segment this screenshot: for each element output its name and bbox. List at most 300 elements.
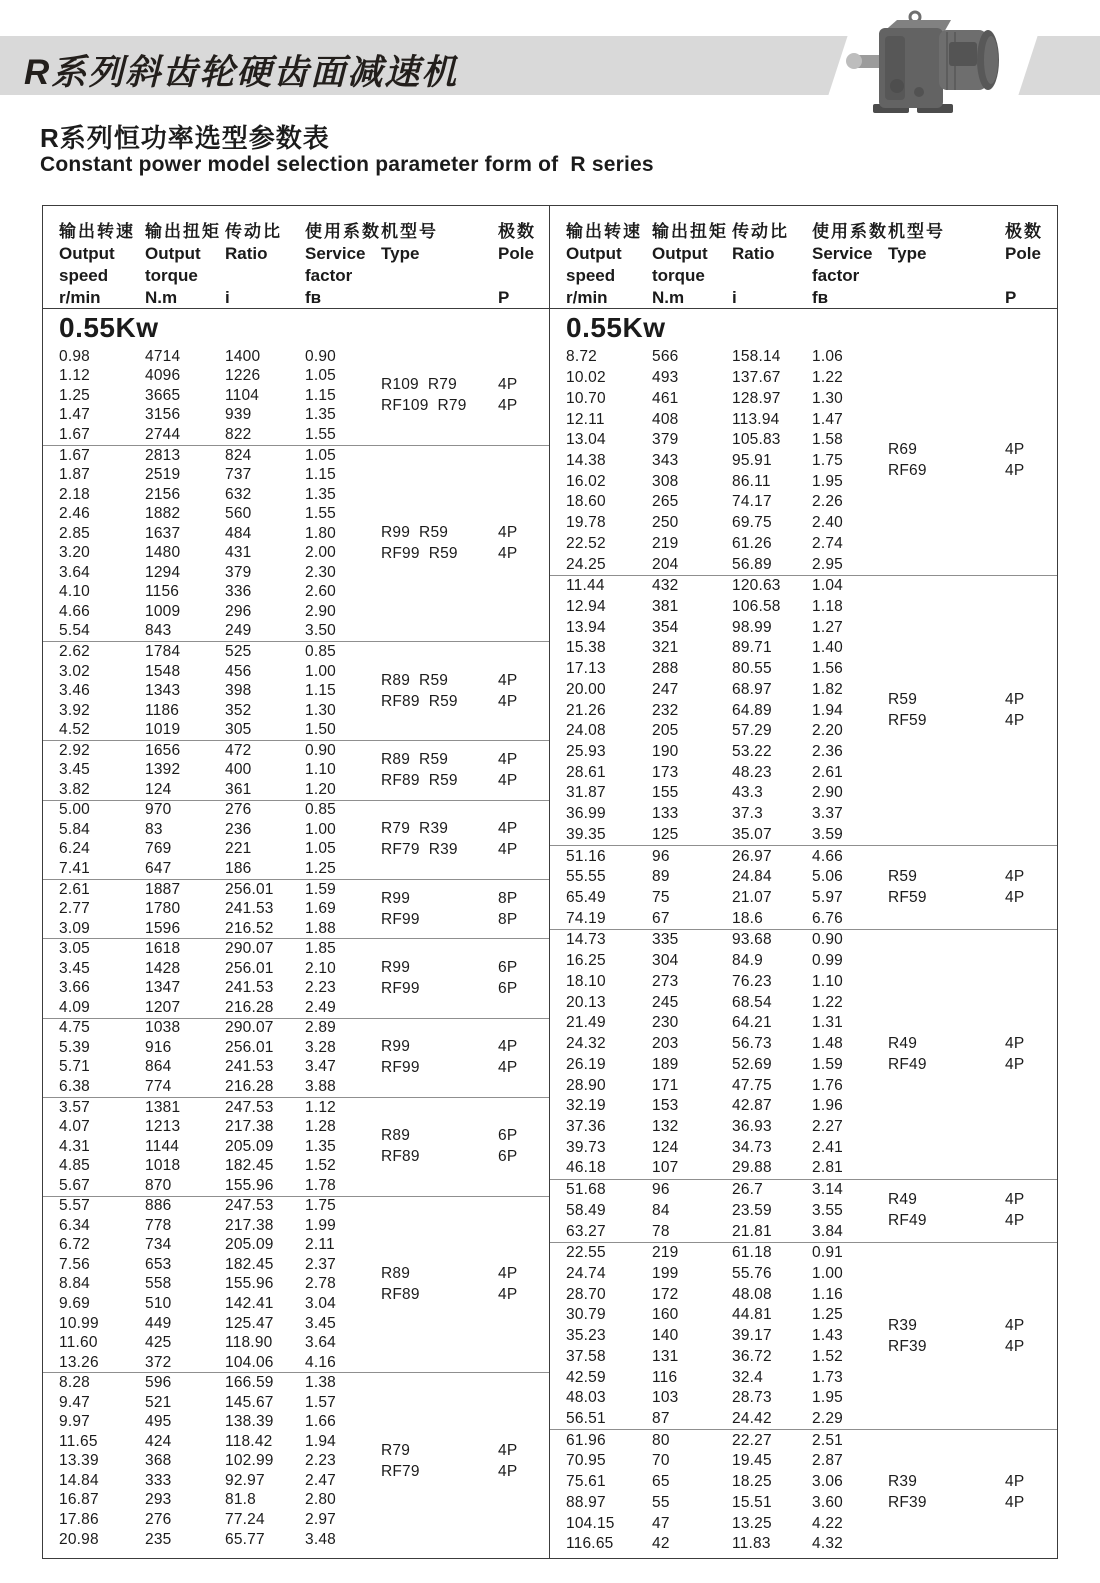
type-label: RF99 R59 <box>381 544 458 562</box>
data-cell: 92.97 <box>225 1471 265 1489</box>
data-cell: 35.07 <box>732 825 772 843</box>
data-cell: 431 <box>225 544 252 562</box>
group-labels <box>888 347 1057 575</box>
data-cell: 1.10 <box>305 761 336 779</box>
data-cell: 104.06 <box>225 1353 274 1371</box>
data-cell: 43.3 <box>732 784 763 802</box>
group-label-line <box>381 959 549 977</box>
data-cell: 74.17 <box>732 493 772 511</box>
pole-label: 4P <box>498 1462 518 1480</box>
table-row <box>59 820 381 840</box>
pole-label: 4P <box>498 1264 518 1282</box>
data-cell: 4.66 <box>59 602 90 620</box>
data-cell: 186 <box>225 859 252 877</box>
data-cell: 2.74 <box>812 534 843 552</box>
data-cell: 2.92 <box>59 741 90 759</box>
pole-label: 6P <box>498 959 518 976</box>
table-column-right <box>550 206 1057 1558</box>
table-row <box>566 430 888 451</box>
table-row <box>566 1054 888 1075</box>
table-row <box>59 602 381 622</box>
data-cell: 558 <box>145 1275 172 1293</box>
data-cell: 48.03 <box>566 1389 606 1407</box>
data-cell: 408 <box>652 410 679 428</box>
data-cell: 3.50 <box>305 622 336 640</box>
data-cell: 343 <box>652 451 679 469</box>
group-label-line <box>381 376 549 394</box>
data-cell: 247.53 <box>225 1197 274 1215</box>
data-cell: 173 <box>652 763 679 781</box>
data-cell: 18.60 <box>566 493 606 511</box>
data-cell: 20.13 <box>566 993 606 1011</box>
data-cell: 247.53 <box>225 1098 274 1116</box>
header-label-en <box>732 265 812 287</box>
data-cell: 3.57 <box>59 1098 90 1116</box>
data-cell: 1400 <box>225 347 261 365</box>
data-cell: 106.58 <box>732 597 781 615</box>
header-label-zh: 传动比 <box>225 222 282 241</box>
table-row <box>566 1200 888 1221</box>
table-header-right <box>550 206 1057 309</box>
data-cell: 0.85 <box>305 801 336 819</box>
data-cell: 9.69 <box>59 1295 90 1313</box>
data-cell: 916 <box>145 1038 172 1056</box>
data-cell: 1.15 <box>305 386 336 404</box>
data-cell: 75 <box>652 889 670 907</box>
type-label: R89 R59 <box>381 750 449 768</box>
type-label: RF79 R39 <box>381 841 458 859</box>
data-cell: 1213 <box>145 1118 181 1136</box>
data-cell: 24.32 <box>566 1035 606 1053</box>
type-label: R49 <box>888 1191 918 1209</box>
table-row <box>566 659 888 680</box>
group-labels <box>888 930 1057 1179</box>
type-label: RF89 <box>381 1285 420 1303</box>
table-group <box>43 880 549 940</box>
type-label: RF89 R59 <box>381 692 458 710</box>
data-cell: 2.20 <box>812 722 843 740</box>
data-cell: 120.63 <box>732 577 781 595</box>
header-label-zh: 输出转速 <box>59 222 135 241</box>
table-group <box>550 1430 1057 1554</box>
data-cell: 372 <box>145 1353 172 1371</box>
data-cell: 221 <box>225 840 252 858</box>
data-cell: 424 <box>145 1432 172 1450</box>
group-labels <box>381 1373 549 1549</box>
data-cell: 1.87 <box>59 466 90 484</box>
pole-label: 4P <box>1005 889 1025 907</box>
data-cell: 2.30 <box>305 563 336 581</box>
header-cell <box>225 221 305 309</box>
header-label-en: Service <box>812 244 873 263</box>
table-row <box>59 543 381 563</box>
group-label-line <box>381 397 549 415</box>
group-labels <box>888 1180 1057 1242</box>
data-cell: 48.23 <box>732 763 772 781</box>
data-cell: 5.57 <box>59 1197 90 1215</box>
data-cell: 3.09 <box>59 919 90 937</box>
data-cell: 14.84 <box>59 1471 99 1489</box>
header-label-zh: 输出扭矩 <box>652 222 728 241</box>
data-cell: 80.55 <box>732 660 772 678</box>
data-cell: 1784 <box>145 642 181 660</box>
type-label: R39 <box>888 1473 918 1491</box>
data-cell: 11.83 <box>732 1535 771 1553</box>
header-cell <box>145 221 225 309</box>
data-cell: 113.94 <box>732 410 780 428</box>
type-label: R69 <box>888 441 918 459</box>
pole-label: 4P <box>1005 1337 1025 1355</box>
data-cell: 67 <box>652 909 670 927</box>
group-label-line <box>888 1494 1057 1512</box>
data-cell: 3.84 <box>812 1222 843 1240</box>
data-cell: 1.30 <box>812 389 843 407</box>
data-cell: 1.69 <box>305 900 336 918</box>
group-label-line <box>888 1473 1057 1491</box>
data-cell: 2.51 <box>812 1431 843 1449</box>
data-cell: 31.87 <box>566 784 606 802</box>
data-cell: 2.89 <box>305 1019 336 1037</box>
data-cell: 21.49 <box>566 1014 606 1032</box>
data-cell: 32.4 <box>732 1368 763 1386</box>
data-cell: 39.35 <box>566 825 606 843</box>
data-cell: 2.78 <box>305 1275 336 1293</box>
data-cell: 155.96 <box>225 1176 274 1194</box>
table-row <box>59 859 381 879</box>
data-cell: 138.39 <box>225 1413 274 1431</box>
group-label-line <box>381 1265 549 1283</box>
table-column-left <box>43 206 550 1558</box>
table-row <box>59 1471 381 1491</box>
data-cell: 0.85 <box>305 642 336 660</box>
pole-label: 4P <box>1005 1212 1025 1230</box>
group-label-line <box>381 890 549 908</box>
data-cell: 172 <box>652 1285 679 1303</box>
table-row <box>59 1058 381 1078</box>
data-cell: 3.28 <box>305 1038 336 1056</box>
group-label-line <box>888 712 1057 730</box>
table-row <box>566 368 888 389</box>
table-row <box>59 386 381 406</box>
header-label-zh: 输出转速 <box>566 222 642 241</box>
group-labels <box>381 939 549 1017</box>
header-label-en <box>888 287 1005 309</box>
table-row <box>59 642 381 662</box>
table-group <box>43 1373 549 1549</box>
group-rows <box>59 1197 381 1373</box>
type-label: RF99 <box>381 980 420 997</box>
data-cell: 21.26 <box>566 701 606 719</box>
data-cell: 88.97 <box>566 1493 606 1511</box>
data-cell: 1226 <box>225 367 261 385</box>
data-cell: 1.25 <box>812 1306 843 1324</box>
header-label-en: Pole <box>498 244 534 263</box>
group-rows <box>566 1243 888 1429</box>
data-cell: 47.75 <box>732 1076 772 1094</box>
data-cell: 560 <box>225 505 252 523</box>
group-labels <box>381 1197 549 1373</box>
table-row <box>566 742 888 763</box>
data-cell: 290.07 <box>225 1019 274 1037</box>
data-cell: 52.69 <box>732 1055 772 1073</box>
data-cell: 1.56 <box>812 660 843 678</box>
data-cell: 4.16 <box>305 1353 336 1371</box>
data-cell: 4.52 <box>59 721 90 739</box>
table-row <box>566 1075 888 1096</box>
data-cell: 1.15 <box>305 682 336 700</box>
header-label-en: Pole <box>1005 244 1041 263</box>
group-label-line <box>381 751 549 769</box>
table-row <box>59 801 381 821</box>
header-label-en <box>1005 265 1057 287</box>
data-cell: 70 <box>652 1452 670 1470</box>
table-row <box>566 576 888 597</box>
data-cell: 65.77 <box>225 1530 265 1548</box>
data-cell: 3.55 <box>812 1201 843 1219</box>
header-label-en: N.m <box>145 288 178 307</box>
data-cell: 13.04 <box>566 431 606 449</box>
data-cell: 205.09 <box>225 1137 274 1155</box>
pole-label: 4P <box>1005 1494 1025 1512</box>
table-row <box>566 1284 888 1305</box>
group-label-line <box>381 1463 549 1481</box>
data-cell: 1392 <box>145 761 181 779</box>
data-cell: 398 <box>225 682 252 700</box>
table-groups-left <box>43 347 549 1558</box>
type-label: R89 <box>381 1264 411 1282</box>
table-row <box>566 992 888 1013</box>
data-cell: 2744 <box>145 425 181 443</box>
data-cell: 843 <box>145 622 172 640</box>
data-cell: 217.38 <box>225 1216 274 1234</box>
data-cell: 64.89 <box>732 701 772 719</box>
data-cell: 36.99 <box>566 805 606 823</box>
data-cell: 6.24 <box>59 840 90 858</box>
data-cell: 15.38 <box>566 639 606 657</box>
data-cell: 70.95 <box>566 1452 606 1470</box>
data-cell: 6.34 <box>59 1216 90 1234</box>
data-cell: 1656 <box>145 741 181 759</box>
header-label-en: i <box>732 288 737 307</box>
data-cell: 647 <box>145 859 172 877</box>
data-cell: 153 <box>652 1097 679 1115</box>
data-cell: 13.39 <box>59 1452 99 1470</box>
data-cell: 0.91 <box>812 1244 843 1262</box>
data-cell: 0.90 <box>812 931 843 949</box>
data-cell: 1.47 <box>59 406 90 424</box>
data-cell: 18.6 <box>732 909 763 927</box>
data-cell: 425 <box>145 1334 172 1352</box>
data-cell: 10.02 <box>566 369 606 387</box>
group-rows <box>59 347 381 445</box>
table-group <box>550 930 1057 1180</box>
type-label: R99 <box>381 889 411 907</box>
header-label-zh: 使用系数 <box>305 222 381 241</box>
table-row <box>566 1347 888 1368</box>
table-row <box>566 1472 888 1493</box>
data-cell: 276 <box>225 801 252 819</box>
group-label-line <box>888 1035 1057 1053</box>
table-row <box>59 959 381 979</box>
data-cell: 1.99 <box>305 1216 336 1234</box>
data-cell: 6.38 <box>59 1078 90 1095</box>
table-row <box>59 880 381 900</box>
pole-label: 4P <box>498 397 518 415</box>
group-labels <box>888 1430 1057 1554</box>
data-cell: 400 <box>225 761 252 779</box>
table-row <box>566 700 888 721</box>
data-cell: 484 <box>225 524 252 542</box>
data-cell: 273 <box>652 972 679 990</box>
data-cell: 1.47 <box>812 410 843 428</box>
data-cell: 1.88 <box>305 919 336 937</box>
data-cell: 3.45 <box>305 1314 336 1332</box>
table-row <box>566 409 888 430</box>
data-cell: 3.14 <box>812 1181 843 1199</box>
data-cell: 1.75 <box>812 451 843 469</box>
table-row <box>566 972 888 993</box>
header-label-zh: 机型号 <box>381 222 438 241</box>
table-row <box>59 583 381 603</box>
type-label: R49 <box>888 1034 918 1052</box>
data-cell: 142.41 <box>225 1295 274 1313</box>
data-cell: 65.49 <box>566 889 606 907</box>
type-label: RF109 R79 <box>381 397 467 415</box>
group-label-line <box>381 524 549 542</box>
table-row <box>59 1294 381 1314</box>
data-cell: 26.97 <box>732 847 772 865</box>
data-cell: 17.86 <box>59 1511 99 1529</box>
data-cell: 37.36 <box>566 1117 606 1135</box>
data-cell: 37.3 <box>732 805 763 823</box>
data-cell: 21.81 <box>732 1222 772 1240</box>
type-label: R99 <box>381 959 411 976</box>
data-cell: 57.29 <box>732 722 772 740</box>
type-label: R39 <box>888 1316 918 1334</box>
data-cell: 118.90 <box>225 1334 273 1352</box>
group-labels <box>381 1019 549 1097</box>
pole-label: 8P <box>498 910 518 928</box>
data-cell: 368 <box>145 1452 172 1470</box>
pole-label: 4P <box>498 523 518 541</box>
data-cell: 55.76 <box>732 1264 772 1282</box>
data-cell: 47 <box>652 1514 670 1532</box>
data-cell: 304 <box>652 952 679 970</box>
data-cell: 1887 <box>145 880 181 898</box>
table-row <box>566 1034 888 1055</box>
header-cell <box>305 221 381 309</box>
data-cell: 1038 <box>145 1019 181 1037</box>
group-rows <box>59 801 381 879</box>
data-cell: 1.00 <box>305 662 336 680</box>
data-cell: 3.59 <box>812 825 843 843</box>
header-label-en: Output <box>566 244 622 263</box>
table-row <box>566 1388 888 1409</box>
data-cell: 13.94 <box>566 618 606 636</box>
header-label-en: speed <box>566 266 616 285</box>
table-row <box>59 760 381 780</box>
type-label: R89 R59 <box>381 671 449 689</box>
data-cell: 1.05 <box>305 367 336 385</box>
pole-label: 4P <box>1005 1473 1025 1491</box>
group-rows <box>566 846 888 929</box>
data-cell: 158.14 <box>732 348 781 366</box>
table-group <box>550 576 1057 846</box>
data-cell: 2.27 <box>812 1117 843 1135</box>
type-label: R59 <box>888 691 918 709</box>
table-group <box>43 446 549 642</box>
table-group <box>43 939 549 1018</box>
table-row <box>59 1156 381 1176</box>
data-cell: 37.58 <box>566 1347 606 1365</box>
type-label: RF89 <box>381 1148 420 1166</box>
data-cell: 235 <box>145 1530 172 1548</box>
data-cell: 28.70 <box>566 1285 606 1303</box>
data-cell: 155.96 <box>225 1275 274 1293</box>
table-row <box>566 388 888 409</box>
data-cell: 1.38 <box>305 1374 336 1392</box>
type-label: RF59 <box>888 889 927 907</box>
group-label-line <box>888 1338 1057 1356</box>
table-row <box>566 825 888 846</box>
data-cell: 256.01 <box>225 959 274 977</box>
data-cell: 22.27 <box>732 1431 772 1449</box>
data-cell: 61.26 <box>732 534 772 552</box>
table-row <box>59 1077 381 1097</box>
data-cell: 1.27 <box>812 618 843 636</box>
pole-label: 4P <box>498 671 518 689</box>
data-cell: 2.36 <box>812 743 843 761</box>
data-cell: 1.05 <box>305 446 336 464</box>
data-cell: 166.59 <box>225 1374 274 1392</box>
header-label-en: Ratio <box>225 244 268 263</box>
type-label: RF39 <box>888 1494 927 1512</box>
data-cell: 30.79 <box>566 1306 606 1324</box>
data-cell: 361 <box>225 780 252 798</box>
data-cell: 3.60 <box>812 1493 843 1511</box>
header-label-en <box>498 265 549 287</box>
data-cell: 160 <box>652 1306 679 1324</box>
data-cell: 2.26 <box>812 493 843 511</box>
table-row <box>59 1353 381 1373</box>
data-cell: 77.24 <box>225 1511 265 1529</box>
data-cell: 5.67 <box>59 1176 90 1194</box>
table-row <box>59 720 381 740</box>
data-cell: 1.48 <box>812 1035 843 1053</box>
data-cell: 495 <box>145 1413 172 1431</box>
table-row <box>566 930 888 951</box>
data-cell: 96 <box>652 1181 670 1199</box>
header-label-en: i <box>225 288 230 307</box>
data-cell: 2.90 <box>305 602 336 620</box>
data-cell: 7.56 <box>59 1255 90 1273</box>
data-cell: 28.61 <box>566 763 606 781</box>
data-cell: 2.81 <box>812 1159 843 1177</box>
data-cell: 219 <box>652 534 679 552</box>
data-cell: 20.00 <box>566 680 606 698</box>
data-cell: 0.99 <box>812 952 843 970</box>
pole-label: 4P <box>1005 1055 1025 1073</box>
header-cell <box>652 221 732 309</box>
group-label-line <box>381 911 549 929</box>
data-cell: 42.87 <box>732 1097 772 1115</box>
table-row <box>566 1137 888 1158</box>
data-cell: 1.12 <box>305 1098 336 1116</box>
data-cell: 1618 <box>145 940 181 958</box>
data-cell: 1.95 <box>812 1389 843 1407</box>
data-cell: 19.78 <box>566 514 606 532</box>
data-cell: 2.61 <box>812 763 843 781</box>
